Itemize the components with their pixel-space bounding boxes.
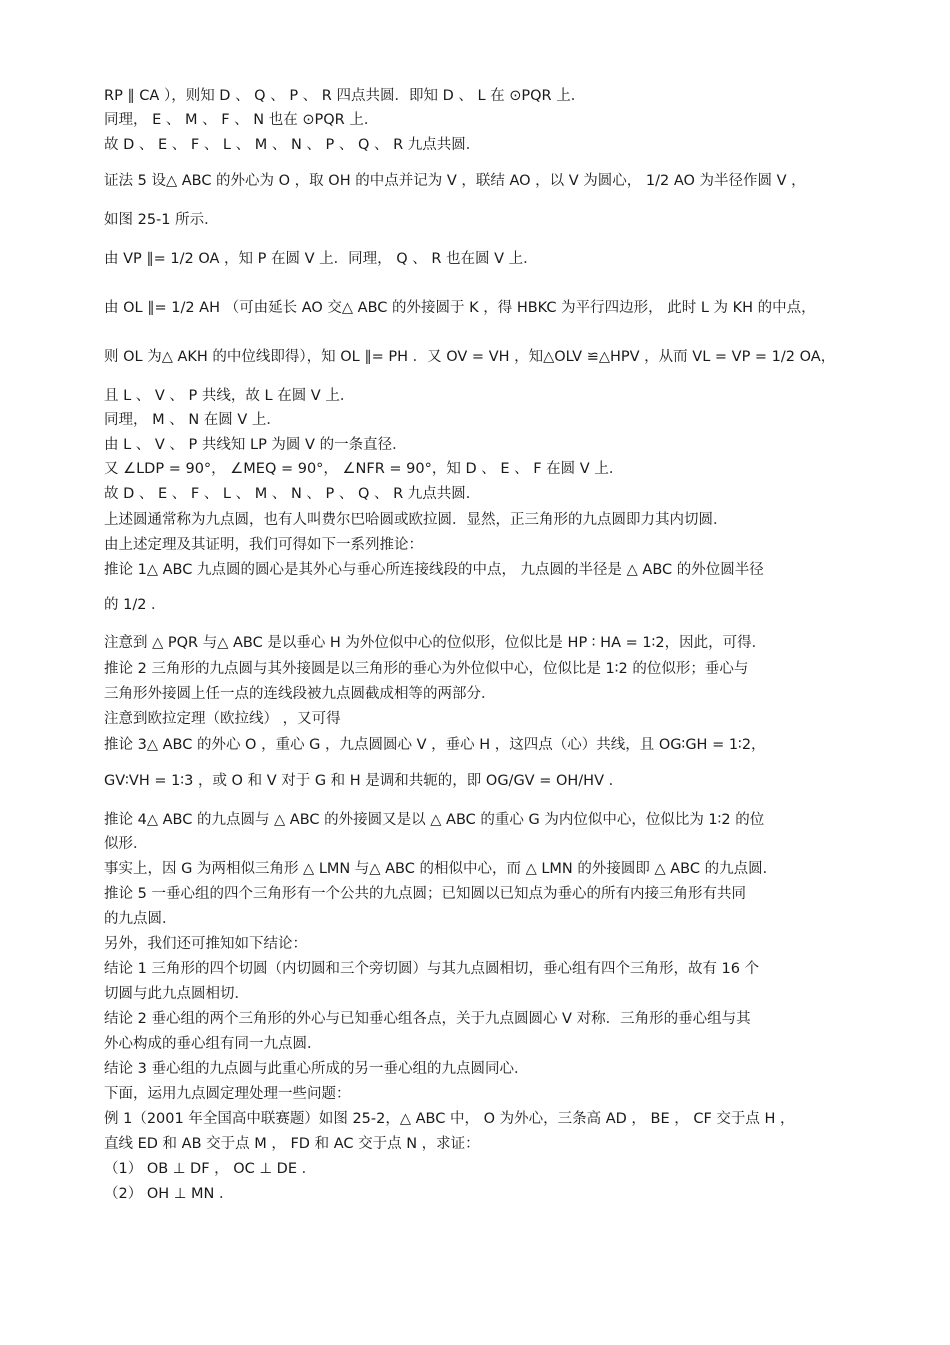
text-line: 的 1/2 ． — [104, 597, 166, 613]
text-line: 推论 2 三角形的九点圆与其外接圆是以三角形的垂心为外位似中心，位似比是 1∶2 的位似形；垂心与 — [104, 661, 749, 677]
text-line: 结论 1 三角形的四个切圆（内切圆和三个旁切圆）与其九点圆相切，垂心组有四个三角形，故有 16 个 — [104, 961, 760, 977]
text-line: 三角形外接圆上任一点的连线段被九点圆截成相等的两部分． — [104, 686, 496, 702]
text-line: 上述圆通常称为九点圆，也有人叫费尔巴哈圆或欧拉圆．显然，正三角形的九点圆即力其内切圆． — [104, 512, 728, 528]
text-line: 由 VP ∥= 1/2 OA ，知 P 在圆 V 上．同理， Q 、 R 也在圆 V 上． — [104, 251, 538, 267]
text-line: 则 OL 为△ AKH 的中位线即得），知 OL ∥= PH ．又 OV = VH ，知△OLV ≌△HPV ，从而 VL = VP = 1/2 OA， — [104, 349, 836, 365]
text-line: 推论 4△ ABC 的九点圆与 △ ABC 的外接圆又是以 △ ABC 的重心 G 为内位似中心，位似比为 1∶2 的位 — [104, 812, 765, 828]
text-line: 同理， E 、 M 、 F 、 N 也在 ⊙PQR 上． — [104, 112, 379, 128]
text-line: 由 L 、 V 、 P 共线知 LP 为圆 V 的一条直径． — [104, 437, 407, 453]
text-line: 注意到 △ PQR 与△ ABC 是以垂心 H 为外位似中心的位似形，位似比是 HP ∶ HA = 1∶2，因此，可得． — [104, 635, 767, 651]
text-line: 由 OL ∥= 1/2 AH （可由延长 AO 交△ ABC 的外接圆于 K ，得 HBKC 为平行四边形， 此时 L 为 KH 的中点， — [104, 300, 816, 316]
text-line: 结论 2 垂心组的两个三角形的外心与已知垂心组各点，关于九点圆圆心 V 对称．三角形的垂心组与其 — [104, 1011, 751, 1027]
text-line: 似形． — [104, 836, 148, 852]
text-line: 结论 3 垂心组的九点圆与此重心所成的另一垂心组的九点圆同心． — [104, 1061, 529, 1077]
text-line: 事实上，因 G 为两相似三角形 △ LMN 与△ ABC 的相似中心，而 △ LMN 的外接圆即 △ ABC 的九点圆． — [104, 861, 778, 877]
text-line: 且 L 、 V 、 P 共线，故 L 在圆 V 上． — [104, 388, 355, 404]
text-line: 直线 ED 和 AB 交于点 M ， FD 和 AC 交于点 N ，求证： — [104, 1136, 480, 1152]
text-line: 推论 3△ ABC 的外心 O ，重心 G ，九点圆圆心 V ，垂心 H ，这四点（心）共线，且 OG∶GH = 1∶2， — [104, 737, 766, 753]
text-line: 切圆与此九点圆相切． — [104, 986, 249, 1002]
text-line: 证法 5 设△ ABC 的外心为 O ，取 OH 的中点并记为 V ，联结 AO ，以 V 为圆心， 1/2 AO 为半径作圆 V ， — [104, 173, 806, 189]
text-line: GV∶VH = 1∶3 ，或 O 和 V 对于 G 和 H 是调和共轭的，即 OG/GV = OH/HV ． — [104, 773, 624, 789]
text-line: 的九点圆． — [104, 911, 177, 927]
text-line: 又 ∠LDP = 90°， ∠MEQ = 90°， ∠NFR = 90°，知 D 、 E 、 F 在圆 V 上． — [104, 461, 624, 477]
text-line: RP ∥ CA ），则知 D 、 Q 、 P 、 R 四点共圆．即知 D 、 L 在 ⊙PQR 上． — [104, 88, 586, 104]
text-line: 例 1（2001 年全国高中联赛题）如图 25-2，△ ABC 中， O 为外心，三条高 AD ， BE ， CF 交于点 H ， — [104, 1111, 795, 1127]
text-line: 推论 1△ ABC 九点圆的圆心是其外心与垂心所连接线段的中点， 九点圆的半径是 △ ABC 的外位圆半径 — [104, 562, 764, 578]
text-line: 下面，运用九点圆定理处理一些问题： — [104, 1086, 351, 1102]
text-line: 推论 5 一垂心组的四个三角形有一个公共的九点圆；已知圆以已知点为垂心的所有内接三角形有共同 — [104, 886, 746, 902]
text-line: 同理， M 、 N 在圆 V 上． — [104, 412, 281, 428]
text-line: 如图 25-1 所示． — [104, 212, 219, 228]
text-line: 另外，我们还可推知如下结论： — [104, 936, 307, 952]
text-line: 故 D 、 E 、 F 、 L 、 M 、 N 、 P 、 Q 、 R 九点共圆． — [104, 137, 481, 153]
text-line: 外心构成的垂心组有同一九点圆． — [104, 1036, 322, 1052]
text-line: 注意到欧拉定理（欧拉线） ，又可得 — [104, 711, 341, 727]
text-line: 由上述定理及其证明，我们可得如下一系列推论： — [104, 537, 423, 553]
text-line: （2） OH ⊥ MN ． — [104, 1186, 234, 1202]
text-line: （1） OB ⊥ DF ， OC ⊥ DE ． — [104, 1161, 317, 1177]
text-line: 故 D 、 E 、 F 、 L 、 M 、 N 、 P 、 Q 、 R 九点共圆． — [104, 486, 481, 502]
